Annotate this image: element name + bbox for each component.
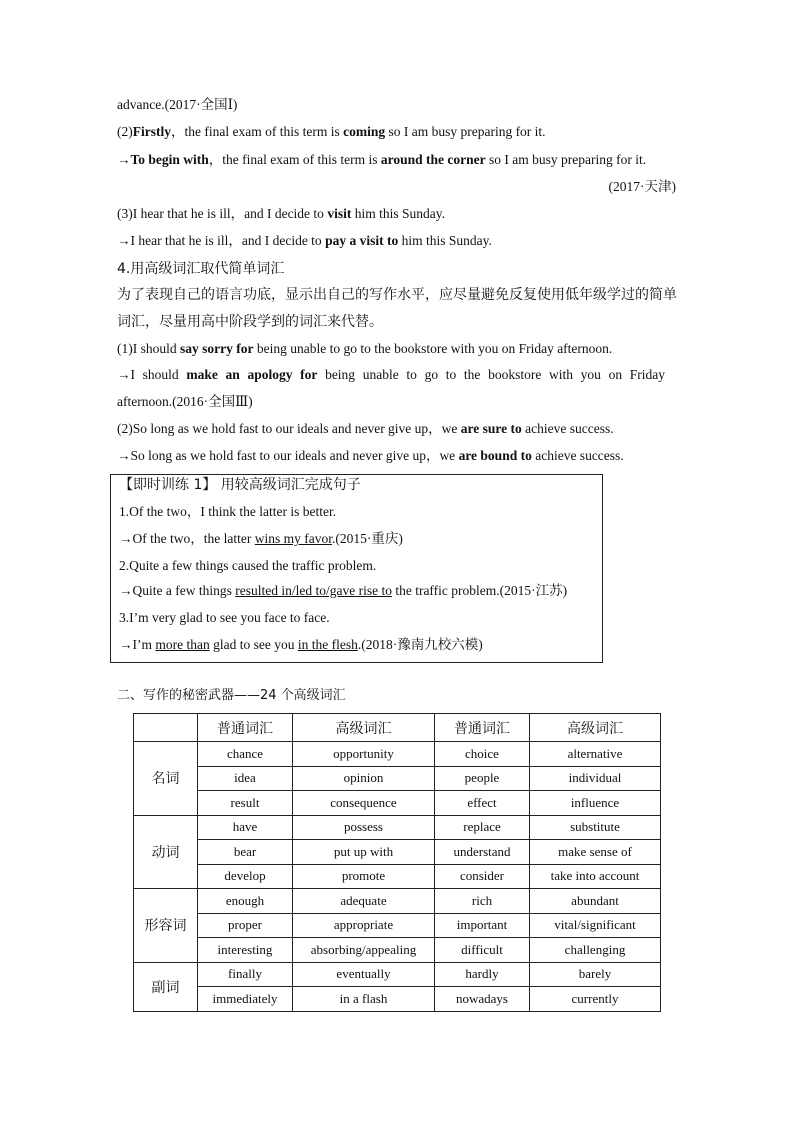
category-cell: 形容词 <box>134 889 198 963</box>
table-row <box>134 987 661 1012</box>
table-cell: individual <box>530 766 661 791</box>
text-line: 词汇，尽量用高中阶段学到的词汇来代替。 <box>117 314 383 330</box>
table-cell: enough <box>198 889 293 914</box>
table-row <box>134 742 661 767</box>
table-cell: hardly <box>435 962 530 987</box>
text-line: →I should make an apology for being unable to go to the bookstore with you on Friday <box>117 367 666 382</box>
table-cell: effect <box>435 791 530 816</box>
practice-line: 3.I’m very glad to see you face to face. <box>119 610 330 625</box>
table-cell: promote <box>293 864 435 889</box>
table-cell: vital/significant <box>530 913 661 938</box>
table-cell: interesting <box>198 938 293 963</box>
table-cell: take into account <box>530 864 661 889</box>
table-row <box>134 962 661 987</box>
table-cell: substitute <box>530 815 661 840</box>
category-cell: 副词 <box>134 962 198 1011</box>
table-row <box>134 815 661 840</box>
table-cell: appropriate <box>293 913 435 938</box>
text-line: 为了表现自己的语言功底，显示出自己的写作水平，应尽量避免反复使用低年级学过的简单 <box>117 287 677 303</box>
practice-line: 1.Of the two，I think the latter is better. <box>119 504 337 519</box>
table-header-corner <box>134 714 198 742</box>
table-row <box>134 889 661 914</box>
table-cell: choice <box>435 742 530 767</box>
table-header-row <box>134 714 661 742</box>
vocabulary-table <box>133 713 661 1012</box>
table-cell: bear <box>198 840 293 865</box>
table-cell: opinion <box>293 766 435 791</box>
table-cell: have <box>198 815 293 840</box>
table-cell: barely <box>530 962 661 987</box>
table-header: 普通词汇 <box>435 714 530 742</box>
table-row <box>134 791 661 816</box>
text-line: →To begin with，the final exam of this term is around the corner so I am busy preparing for it. <box>117 152 647 167</box>
subsection-title: 4.用高级词汇取代简单词汇 <box>117 261 285 277</box>
practice-line: →Quite a few things resulted in/led to/gave rise to the traffic problem.(2015·江苏) <box>119 583 568 598</box>
table-cell: develop <box>198 864 293 889</box>
practice-box <box>110 474 603 663</box>
table-cell: put up with <box>293 840 435 865</box>
text-line: (2)Firstly，the final exam of this term is coming so I am busy preparing for it. <box>117 124 546 139</box>
text-line: →I hear that he is ill，and I decide to pay a visit to him this Sunday. <box>117 233 492 248</box>
table-cell: proper <box>198 913 293 938</box>
practice-line: →I’m more than glad to see you in the flesh.(2018·豫南九校六模) <box>119 637 483 652</box>
practice-title: 【即时训练 1】 用较高级词汇完成句子 <box>119 477 361 493</box>
table-cell: replace <box>435 815 530 840</box>
table-row <box>134 938 661 963</box>
category-cell: 名词 <box>134 742 198 816</box>
table-row <box>134 840 661 865</box>
text-line: →So long as we hold fast to our ideals and never give up，we are bound to achieve success. <box>117 448 624 463</box>
table-cell: result <box>198 791 293 816</box>
table-cell: understand <box>435 840 530 865</box>
table-cell: abundant <box>530 889 661 914</box>
table-header: 高级词汇 <box>530 714 661 742</box>
table-cell: rich <box>435 889 530 914</box>
table-cell: influence <box>530 791 661 816</box>
section-heading: 二、写作的秘密武器——24 个高级词汇 <box>117 688 346 703</box>
practice-line: →Of the two，the latter wins my favor.(2015·重庆) <box>119 531 403 546</box>
source-citation: (2017·天津) <box>608 179 676 194</box>
practice-line: 2.Quite a few things caused the traffic problem. <box>119 558 377 573</box>
table-row <box>134 766 661 791</box>
table-cell: important <box>435 913 530 938</box>
category-cell: 动词 <box>134 815 198 889</box>
table-cell: challenging <box>530 938 661 963</box>
table-cell: finally <box>198 962 293 987</box>
table-cell: consider <box>435 864 530 889</box>
table-cell: idea <box>198 766 293 791</box>
table-cell: possess <box>293 815 435 840</box>
table-cell: people <box>435 766 530 791</box>
table-cell: opportunity <box>293 742 435 767</box>
table-cell: adequate <box>293 889 435 914</box>
text-line: advance.(2017·全国Ⅰ) <box>117 97 238 112</box>
table-header: 高级词汇 <box>293 714 435 742</box>
table-row <box>134 913 661 938</box>
text-line: afternoon.(2016·全国Ⅲ) <box>117 394 253 409</box>
table-cell: absorbing/appealing <box>293 938 435 963</box>
text-line: (3)I hear that he is ill，and I decide to visit him this Sunday. <box>117 206 445 221</box>
table-cell: difficult <box>435 938 530 963</box>
table-cell: nowadays <box>435 987 530 1012</box>
table-header: 普通词汇 <box>198 714 293 742</box>
table-cell: immediately <box>198 987 293 1012</box>
text-line: (1)I should say sorry for being unable to go to the bookstore with you on Friday afternoon. <box>117 341 613 356</box>
table-cell: make sense of <box>530 840 661 865</box>
table-row <box>134 864 661 889</box>
table-cell: chance <box>198 742 293 767</box>
table-cell: consequence <box>293 791 435 816</box>
table-cell: in a flash <box>293 987 435 1012</box>
table-cell: currently <box>530 987 661 1012</box>
table-cell: eventually <box>293 962 435 987</box>
text-line: (2)So long as we hold fast to our ideals and never give up，we are sure to achieve success. <box>117 421 614 436</box>
table-cell: alternative <box>530 742 661 767</box>
